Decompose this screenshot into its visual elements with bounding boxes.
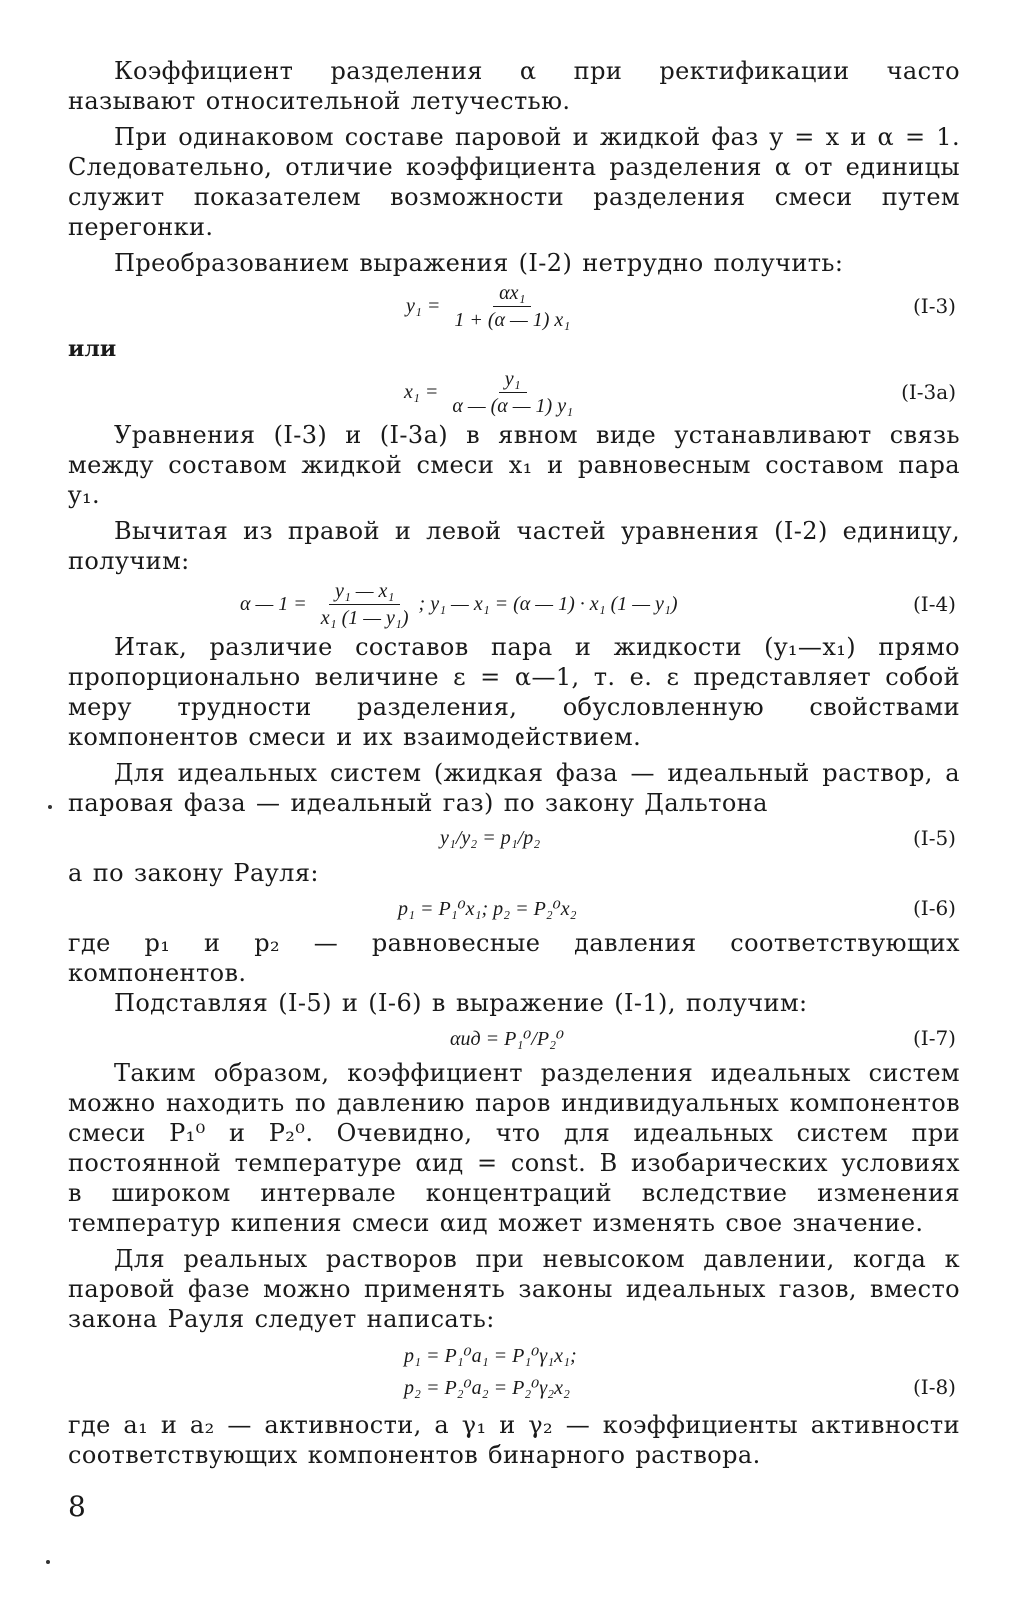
numerator: y₁ — x₁ — [329, 580, 400, 605]
equation-number: (I-8) — [913, 1375, 956, 1400]
paragraph-3: Преобразованием выражения (I-2) нетрудно получить: — [114, 249, 844, 277]
equation-text: y₁/y₂ = p₁/p₂ — [440, 826, 541, 849]
scan-speck — [48, 805, 52, 809]
equation-line-1: p₁ = P₁⁰a₁ = P₁⁰γ₁x₁; — [404, 1345, 577, 1367]
paragraph-4: Уравнения (I-3) и (I-3а) в явном виде устанавливают связь между составом жидкой смеси x₁ и равновесным составом пара y₁. — [68, 421, 960, 509]
denominator: 1 + (α — 1) x₁ — [454, 308, 571, 331]
equation-text: αид = P₁⁰/P₂⁰ — [450, 1027, 565, 1050]
equation-number: (I-6) — [913, 896, 956, 920]
numerator: y₁ — [499, 368, 527, 393]
fraction — [315, 580, 415, 629]
equation-i-6 — [68, 888, 960, 928]
paragraph-10: Подставляя (I-5) и (I-6) в выражение (I-1), получим: — [114, 989, 808, 1017]
paragraph-12: Для реальных растворов при невысоком давлении, когда к паровой фазе можно применять законы идеальных газов, вместо закона Рауля следует написать: — [68, 1245, 960, 1333]
page-body — [68, 56, 960, 1470]
denominator: x₁ (1 — y₁) — [320, 606, 409, 629]
scan-speck — [46, 1560, 50, 1564]
equation-lhs: y₁ = — [406, 294, 441, 317]
numerator: αx₁ — [493, 282, 531, 307]
equation-i-5 — [68, 818, 960, 858]
paragraph-8: а по закону Рауля: — [68, 859, 319, 887]
equation-number: (I-4) — [913, 592, 956, 616]
paragraph-13: где a₁ и a₂ — активности, а γ₁ и γ₂ — коэффициенты активности соответствующих компонентов бинарного раствора. — [68, 1411, 960, 1469]
equation-number: (I-5) — [913, 826, 956, 850]
equation-number: (I-7) — [913, 1026, 956, 1050]
paragraph-2: При одинаковом составе паровой и жидкой фаз y = x и α = 1. Следовательно, отличие коэффициента разделения α от единицы служит показателем возможности разделения смеси путем перегонки. — [68, 123, 960, 241]
paragraph-1: Коэффициент разделения α при ректификации часто называют относительной летучестью. — [68, 57, 960, 115]
paragraph-9: где p₁ и p₂ — равновесные давления соответствующих компонентов. — [68, 929, 960, 987]
equation-i-3 — [68, 278, 960, 334]
equation-i-7 — [68, 1018, 960, 1058]
fraction — [448, 282, 576, 331]
equation-i-8 — [68, 1334, 960, 1410]
equation-text: p₁ = P₁⁰x₁; p₂ = P₂⁰x₂ — [398, 897, 577, 920]
paragraph-11: Таким образом, коэффициент разделения идеальных систем можно находить по давлению паров индивидуальных компонентов смеси P₁⁰ и P₂⁰. Очевидно, что для идеальных систем при постоянной температуре αид = const. В изобарических условиях в широком интервале концентраций вследствие изменения температур кипения смеси αид может изменять свое значение. — [68, 1059, 960, 1237]
equation-rhs: ; y₁ — x₁ = (α — 1) · x₁ (1 — y₁) — [418, 592, 678, 615]
equation-lhs: x₁ = — [404, 380, 439, 403]
fraction — [446, 368, 579, 417]
equation-i-3a — [68, 364, 960, 420]
denominator: α — (α — 1) y₁ — [452, 394, 574, 417]
equation-line-2: p₂ = P₂⁰a₂ = P₂⁰γ₂x₂ — [404, 1377, 570, 1399]
equation-i-4 — [68, 576, 960, 632]
or-label: или — [68, 336, 117, 362]
paragraph-7: Для идеальных систем (жидкая фаза — идеальный раствор, а паровая фаза — идеальный газ) по закону Дальтона — [68, 759, 960, 817]
page-number: 8 — [68, 1490, 86, 1523]
paragraph-5: Вычитая из правой и левой частей уравнения (I-2) единицу, получим: — [68, 517, 960, 575]
equation-lhs: α — 1 = — [240, 592, 307, 615]
paragraph-6: Итак, различие составов пара и жидкости (y₁—x₁) прямо пропорционально величине ε = α—1, т. е. ε представляет собой меру трудности разделения, обусловленную свойствами компонентов смеси и их взаимодействием. — [68, 633, 960, 751]
equation-number: (I-3а) — [901, 380, 956, 404]
equation-number: (I-3) — [913, 294, 956, 318]
